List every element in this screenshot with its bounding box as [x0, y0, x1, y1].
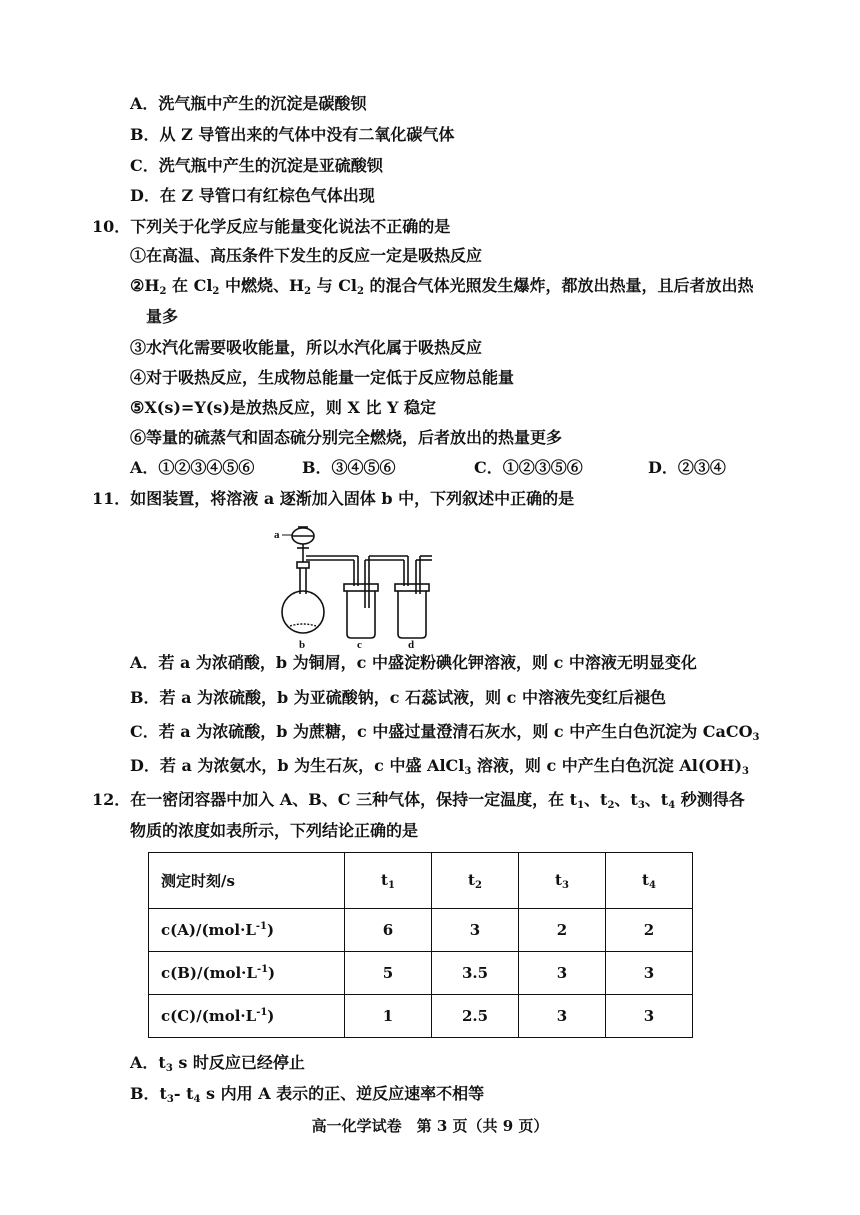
q11-option-d: D．若 a 为浓氨水，b 为生石灰，c 中盛 AlCl$_3$ 溶液，则 c 中产生白色沉淀 $Al(OH)_3$ — [130, 756, 749, 777]
q12-stem-cont: 物质的浓度如表所示，下列结论正确的是 — [130, 821, 419, 840]
table-header-t1: $t_1$ — [345, 853, 432, 909]
row-label-c: $c(C)/(mol\cdot L^{-1})$ — [149, 995, 345, 1038]
table-cell: 3.5 — [432, 952, 519, 995]
q10-statement-2-cont: 量多 — [146, 307, 179, 326]
table-row — [149, 952, 693, 995]
q9-option-a: A．洗气瓶中产生的沉淀是碳酸钡 — [130, 94, 367, 113]
table-cell: 6 — [345, 909, 432, 952]
page-footer: 高一化学试卷 第 3 页（共 9 页） — [311, 1117, 549, 1135]
figure-label-c: c — [357, 639, 362, 651]
table-cell: 3 — [432, 909, 519, 952]
figure-label-b: b — [299, 639, 306, 651]
q10-statement-2: $②H_2$ 在 $Cl_2$ 中燃烧、$H_2$ 与 $Cl_2$ 的混合气体光照发生爆炸，都放出热量，且后者放出热 — [130, 276, 754, 297]
figure-label-a: a — [274, 529, 280, 541]
table-cell: 3 — [519, 952, 606, 995]
q12-option-a: A．$t_3$ s 时反应已经停止 — [130, 1053, 305, 1074]
table-cell: 5 — [345, 952, 432, 995]
q10-stem: 10．下列关于化学反应与能量变化说法不正确的是 — [92, 217, 451, 236]
row-label-b: $c(B)/(mol\cdot L^{-1})$ — [149, 952, 345, 995]
q10-option-d: D．②③④ — [648, 458, 726, 477]
q10-statement-6: ⑥等量的硫蒸气和固态硫分别完全燃烧，后者放出的热量更多 — [130, 428, 563, 447]
q10-option-c: C．①②③⑤⑥ — [474, 458, 583, 477]
q11-option-b: B．若 a 为浓硫酸，b 为亚硫酸钠，c 石蕊试液，则 c 中溶液先变红后褪色 — [130, 688, 666, 707]
apparatus-figure — [270, 518, 440, 652]
table-header-t4: $t_4$ — [606, 853, 693, 909]
q10-statement-3: ③水汽化需要吸收能量，所以水汽化属于吸热反应 — [130, 338, 483, 357]
table-cell: 1 — [345, 995, 432, 1038]
table-header-t3: $t_3$ — [519, 853, 606, 909]
table-cell: 3 — [519, 995, 606, 1038]
q9-option-d: D．在 Z 导管口有红棕色气体出现 — [130, 186, 375, 205]
q9-option-c: C．洗气瓶中产生的沉淀是亚硫酸钡 — [130, 156, 383, 175]
concentration-table — [148, 852, 693, 1038]
table-header-t2: $t_2$ — [432, 853, 519, 909]
row-label-a: $c(A)/(mol\cdot L^{-1})$ — [149, 909, 345, 952]
table-row — [149, 853, 693, 909]
figure-label-d: d — [408, 639, 415, 651]
q11-option-c: C．若 a 为浓硫酸，b 为蔗糖，c 中盛过量澄清石灰水，则 c 中产生白色沉淀为 CaCO$_3$ — [130, 722, 760, 743]
q9-option-b: B．从 Z 导管出来的气体中没有二氧化碳气体 — [130, 125, 455, 144]
q10-statement-1: ①在高温、高压条件下发生的反应一定是吸热反应 — [130, 246, 483, 265]
q10-statement-5: ⑤X(s)=Y(s)是放热反应，则 X 比 Y 稳定 — [130, 398, 437, 417]
table-cell: 2 — [606, 909, 693, 952]
table-cell: 2 — [519, 909, 606, 952]
table-row — [149, 995, 693, 1038]
q10-statement-4: ④对于吸热反应，生成物总能量一定低于反应物总能量 — [130, 368, 515, 387]
table-header-time: 测定时刻/s — [149, 853, 345, 909]
q12-option-b: B．$t_3-$ $t_4$ s 内用 A 表示的正、逆反应速率不相等 — [130, 1084, 485, 1105]
q11-stem: 11．如图装置，将溶液 a 逐渐加入固体 b 中，下列叙述中正确的是 — [92, 489, 575, 508]
table-cell: 3 — [606, 995, 693, 1038]
table-cell: 2.5 — [432, 995, 519, 1038]
table-row — [149, 909, 693, 952]
q11-option-a: A．若 a 为浓硝酸，b 为铜屑，c 中盛淀粉碘化钾溶液，则 c 中溶液无明显变化 — [130, 653, 697, 672]
q12-stem: 12．在一密闭容器中加入 A、B、C 三种气体，保持一定温度，在 $t_1$、$t_2$、$t_3$、$t_4$ 秒测得各 — [92, 790, 745, 811]
q10-option-b: B．③④⑤⑥ — [302, 458, 396, 477]
q10-option-a: A．①②③④⑤⑥ — [130, 458, 255, 477]
table-cell: 3 — [606, 952, 693, 995]
